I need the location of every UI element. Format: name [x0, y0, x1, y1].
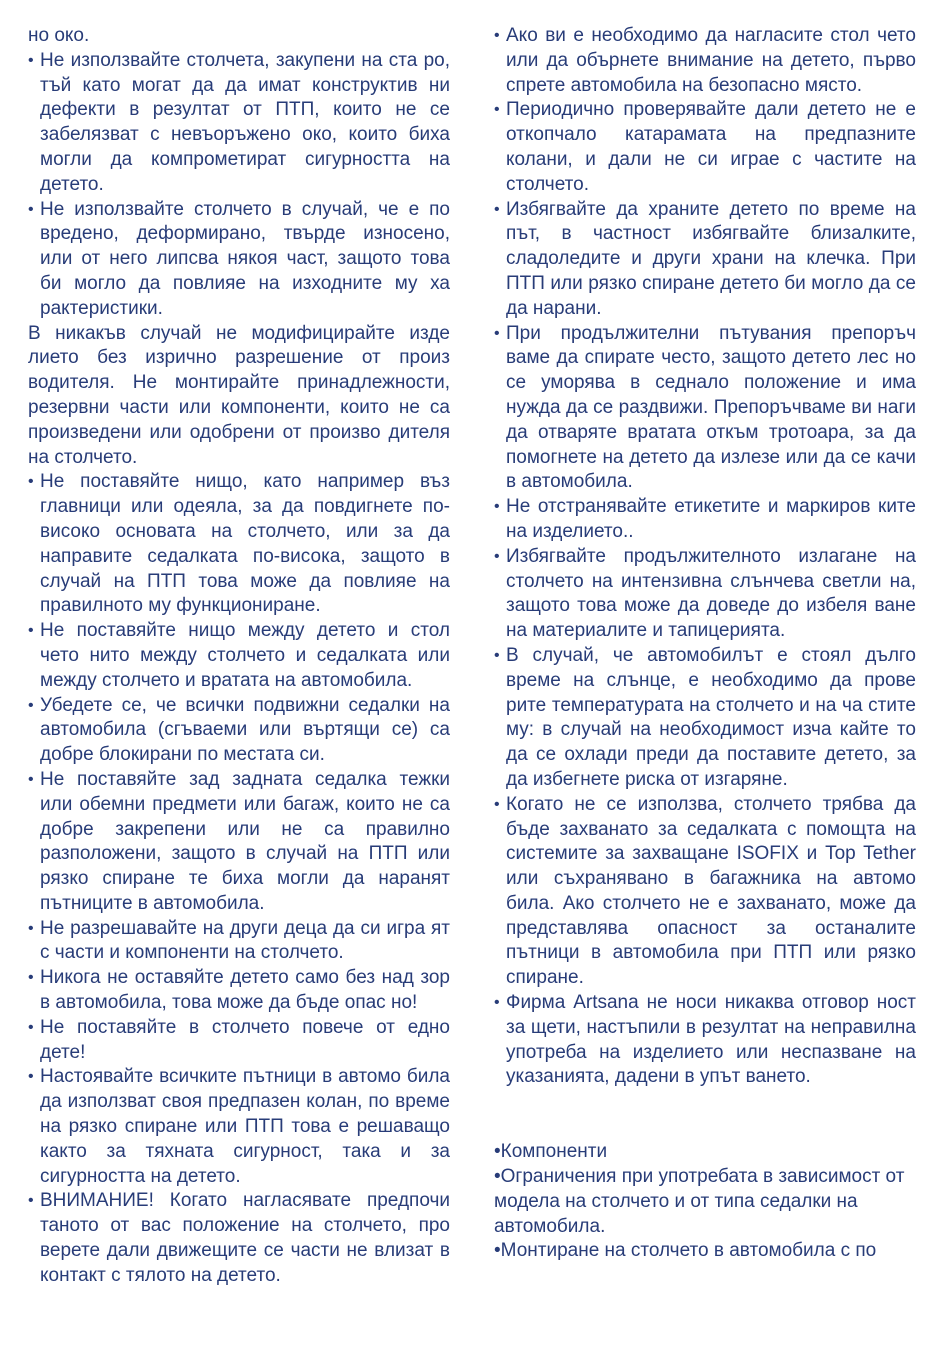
- bullet-seats-locked: • Убедете се, че всички подвижни седалки на автомобила (сгъваеми или въртящи се) са добре блокирани по местата си.: [28, 694, 450, 768]
- bullet-seatbelts: • Настоявайте всичките пътници в автомо била да използват своя предпазен колан, по време на рязко спиране или ПТП това е решаващо както за тяхната сигурност, така и за сигурността на детето.: [28, 1065, 450, 1189]
- bullet-damaged-seat: • Не използвайте столчето в случай, че е по вредено, деформирано, твърде износено, или от него липсва някоя част, защото това би могло да повлияе на изходните му ха рактеристики.: [28, 198, 450, 322]
- section-usage-limits: •Ограничения при употребата в зависимост от модела на столчето и от типа седалки на автомобила.: [494, 1166, 905, 1237]
- paragraph-no-modifications: В никакъв случай не модифицирайте изде лието без изрично разрешение от произ водителя. Не монтирайте принадлежности, резервни части или компоненти, които не са произведени или одобрени от произво дителя на столчето.: [28, 322, 450, 468]
- bullet-other-children: • Не разрешавайте на други деца да си игра ят с части и компоненти на столчето.: [28, 917, 450, 967]
- bullet-warning-moving-parts: • ВНИМАНИЕ! Когато нагласявате предпочи таното от вас положение на столчето, про верете дали движещите се части не влизат в контакт с тялото на детето.: [28, 1189, 450, 1288]
- bullet-nothing-between: • Не поставяйте нищо между детето и стол чето нито между столчето и седалката или между столчето и вратата на автомобила.: [28, 619, 450, 693]
- bullet-keep-labels: • Не отстранявайте етикетите и маркиров ките на изделието..: [494, 495, 916, 545]
- bullet-liability: • Фирма Artsana не носи никаква отговор ност за щети, настъпили в резултат на неправилна употреба на изделието или неспазване на указанията, дадени в упът ването.: [494, 991, 916, 1090]
- bullet-check-temperature: • В случай, че автомобилът е стоял дълго време на слънце, е необходимо да прове рите температурата на столчето и на ча стите му: в случай на необходимост изча кайте то да се охлади преди да поставите детето, за да избегнете риска от изгаряне.: [494, 644, 916, 793]
- paragraph-continued: но око.: [28, 25, 90, 46]
- bullet-secure-when-unused: • Когато не се използва, столчето трябва да бъде захванато за седалката с помощта на системите за захващане ISOFIX и Top Tether или съхранявано в багажника на автомо била. Ако столчето не е захванато, може да представлява опасност за останалите пътници в автомобила при ПТП или рязко спиране.: [494, 793, 916, 991]
- bullet-stop-vehicle: • Ако ви е необходимо да нагласите стол чето или да обърнете внимание на детето, първо спрете автомобила на безопасно място.: [494, 24, 916, 98]
- bullet-long-trips: • При продължителни пътувания препоръч ваме да спирате често, защото детето лес но се уморява в седнало положение и има нужда да се раздвижи. Препоръчваме ви наги да отваряте вратата откъм тротоара, за да помогнете на детето да излезе или да се качи в автомобила.: [494, 322, 916, 496]
- right-column: [494, 24, 916, 1264]
- section-installation: •Монтиране на столчето в автомобила с по: [494, 1240, 877, 1262]
- bullet-used-seats: • Не използвайте столчета, закупени на ста ро, тъй като могат да да имат конструктив ни дефекти в резултат от ПТП, които не се забелязват с невъоръжено око, които биха могли да компрометират сигурността на детето.: [28, 49, 450, 198]
- bullet-check-buckle: • Периодично проверявайте дали детето не е откопчало катарамата на предпазните колани, и дали не си играе с частите на столчето.: [494, 98, 916, 197]
- spacer: [494, 1090, 916, 1140]
- bullet-no-food: • Избягвайте да храните детето по време на път, в частност избягвайте близалките, сладоледите и други храни на клечка. При ПТП или рязко спиране детето би могло да се да нарани.: [494, 198, 916, 322]
- bullet-one-child: • Не поставяйте в столчето повече от едно дете!: [28, 1016, 450, 1066]
- bullet-no-cushions: • Не поставяйте нищо, като например въз главници или одеяла, за да повдигнете по-високо основата на столчето, или за да направите седалката по-висока, защото в случай на ПТП това може да повлияе на правилното му функциониране.: [28, 470, 450, 619]
- left-column: [28, 24, 450, 1289]
- section-components: •Компоненти: [494, 1141, 608, 1163]
- bullet-sun-exposure: • Избягвайте продължителното излагане на столчето на интензивна слънчева светли на, защото това може да доведе до избеля ване на материалите и тапицерията.: [494, 545, 916, 644]
- bullet-heavy-luggage: • Не поставяйте зад задната седалка тежки или обемни предмети или багаж, които не са добре закрепени или не са правилно разположени, защото в случай на ПТП или рязко спиране те биха могли да наранят пътниците в автомобила.: [28, 768, 450, 917]
- bullet-never-unattended: • Никога не оставяйте детето само без над зор в автомобила, това може да бъде опас но!: [28, 966, 450, 1016]
